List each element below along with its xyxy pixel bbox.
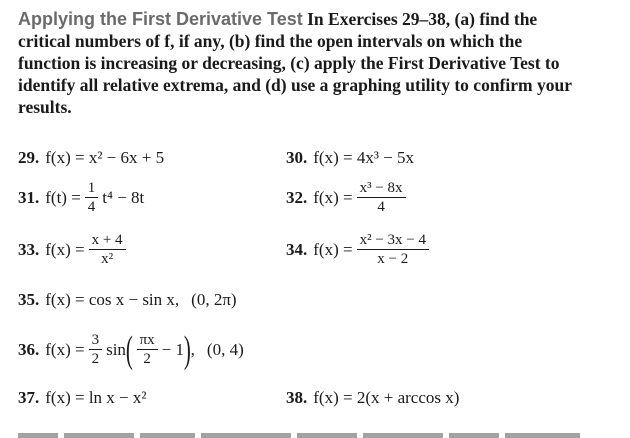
exercise-number: 29. — [18, 148, 40, 167]
exercise-34 — [286, 232, 433, 267]
numerator: x² − 3x − 4 — [357, 232, 429, 250]
exercise-number: 35. — [18, 290, 40, 309]
exercise-number: 34. — [286, 239, 308, 259]
fraction — [357, 180, 406, 215]
exercise-number: 31. — [18, 187, 40, 207]
fraction — [85, 180, 99, 215]
exercise-rest: t⁴ − 8t — [102, 187, 145, 207]
exercise-32 — [286, 180, 410, 215]
left-paren: ( — [125, 328, 133, 371]
exercise-number: 37. — [18, 388, 40, 407]
section-title: Applying the First Derivative Test — [18, 9, 303, 29]
exercise-lhs: f(x) = — [313, 187, 353, 207]
exercise-lhs: f(x) = — [313, 239, 353, 259]
exercise-36 — [18, 328, 244, 371]
fraction — [89, 332, 103, 367]
comma: , — [190, 339, 195, 359]
exercise-number: 33. — [18, 239, 40, 259]
exercise-number: 36. — [18, 339, 40, 359]
denominator: 2 — [143, 351, 151, 367]
exercise-number: 30. — [286, 148, 308, 167]
denominator: 4 — [87, 199, 96, 215]
numerator: x³ − 8x — [357, 180, 406, 198]
numerator: 3 — [89, 332, 103, 350]
numerator: x + 4 — [89, 232, 126, 250]
exercise-interval: (0, 2π) — [191, 290, 237, 309]
denominator: x − 2 — [377, 251, 409, 267]
inner-fraction — [137, 332, 158, 367]
exercise-31 — [18, 180, 144, 215]
exercise-29 — [18, 148, 164, 168]
inner-rest: − 1 — [161, 339, 184, 359]
denominator: 4 — [377, 199, 385, 215]
exercise-function: f(x) = cos x − sin x, — [45, 290, 180, 309]
exercise-33 — [18, 232, 130, 267]
denominator: 2 — [91, 351, 100, 367]
instructions-text: In Exercises 29–38, (a) find the critical numbers of f, if any, (b) find the open intervals on which the function is increasing or decreasing, (c) apply the First Derivative Test to identify all relative extrema, and (d) use a graphing utility to confirm your results. — [18, 9, 572, 117]
exercise-number: 38. — [286, 388, 308, 407]
exercise-function: f(x) = ln x − x² — [45, 388, 147, 407]
fraction — [89, 232, 126, 267]
exercise-lhs: f(t) = — [45, 187, 81, 207]
numerator: 1 — [85, 180, 99, 198]
exercise-instructions — [18, 8, 578, 118]
exercise-function: f(x) = 4x³ − 5x — [313, 148, 415, 167]
exercise-lhs: f(x) = — [45, 339, 85, 359]
exercise-function: f(x) = x² − 6x + 5 — [45, 148, 165, 167]
exercise-35 — [18, 290, 237, 310]
exercise-function: f(x) = 2(x + arccos x) — [313, 388, 460, 407]
exercise-30 — [286, 148, 414, 168]
cropped-next-line — [18, 426, 618, 438]
numerator: πx — [137, 332, 158, 350]
sin-function: sin — [106, 339, 126, 359]
exercise-38 — [286, 388, 459, 408]
denominator: x² — [101, 251, 114, 267]
exercise-lhs: f(x) = — [45, 239, 85, 259]
exercise-number: 32. — [286, 187, 308, 207]
right-paren: ) — [183, 328, 191, 371]
exercise-interval: (0, 4) — [206, 339, 244, 359]
exercise-37 — [18, 388, 146, 408]
fraction — [357, 232, 429, 267]
